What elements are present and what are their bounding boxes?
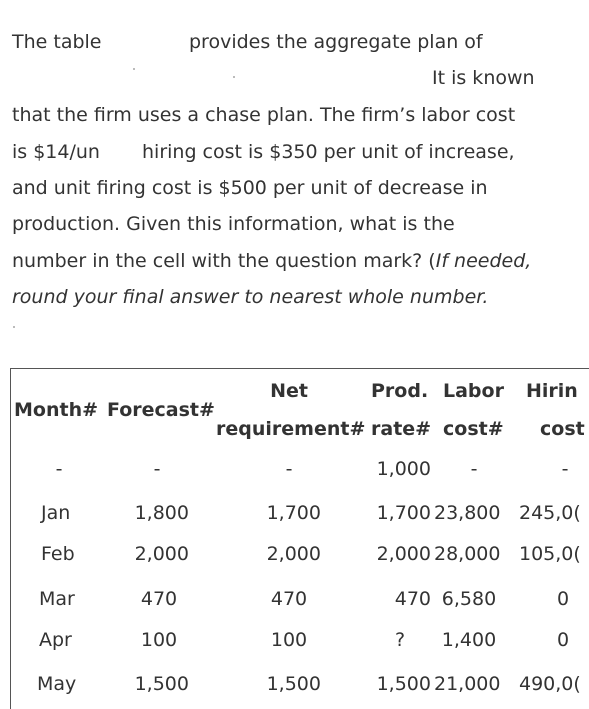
cell-labor: 23,800: [434, 502, 501, 524]
cell-labor: -: [470, 458, 478, 480]
cell-net: 1,500: [266, 673, 321, 695]
question-text-1b: provides the aggregate plan of: [189, 31, 483, 53]
question-text-6: production. Given this information, what is the: [12, 213, 455, 235]
cell-hiring: -: [561, 458, 569, 480]
header-labor-bottom: cost#: [443, 418, 504, 440]
redaction-dot: [13, 326, 15, 328]
header-prod-bottom: rate#: [371, 418, 432, 440]
question-text-1a: The table: [12, 31, 102, 53]
cell-month: Apr: [39, 629, 72, 651]
cell-net: 100: [270, 629, 308, 651]
cell-labor: 28,000: [434, 543, 501, 565]
cell-prod: 1,500: [376, 673, 431, 695]
cell-forecast: 100: [140, 629, 178, 651]
cell-month: Mar: [39, 588, 75, 610]
cell-month: -: [55, 458, 63, 480]
cell-prod: 1,000: [376, 458, 431, 480]
header-month: Month#: [14, 399, 99, 421]
header-net-bottom: requirement#: [216, 418, 366, 440]
question-text-7a: number in the cell with the question mark? (: [12, 250, 436, 272]
redaction-dot: [133, 68, 135, 70]
cell-month: Feb: [41, 543, 75, 565]
redaction-dot: [233, 76, 235, 78]
cell-month: Jan: [41, 502, 71, 524]
header-prod-top: Prod.: [371, 380, 429, 402]
aggregate-plan-table: [10, 368, 589, 709]
cell-net: 2,000: [266, 543, 321, 565]
cell-labor: 1,400: [441, 629, 497, 651]
header-forecast: Forecast#: [107, 399, 215, 421]
header-net-top: Net: [270, 380, 308, 402]
cell-forecast: 1,500: [134, 673, 189, 695]
cell-month: May: [37, 673, 77, 695]
cell-prod-question-mark: ?: [394, 629, 406, 651]
cell-forecast: 470: [140, 588, 178, 610]
cell-hiring: 490,0(: [519, 673, 581, 695]
question-text-4a: is $14/un: [12, 141, 100, 163]
cell-hiring: 105,0(: [519, 543, 581, 565]
cell-forecast: -: [153, 458, 161, 480]
question-text-4b: hiring cost is $350 per unit of increase,: [142, 141, 515, 163]
cell-labor: 21,000: [434, 673, 501, 695]
question-text-8: round your final answer to nearest whole number.: [12, 286, 489, 308]
cell-forecast: 1,800: [134, 502, 189, 524]
cell-labor: 6,580: [441, 588, 497, 610]
cell-forecast: 2,000: [134, 543, 189, 565]
cell-prod: 2,000: [376, 543, 431, 565]
header-labor-top: Labor: [443, 380, 504, 402]
cell-net: 1,700: [266, 502, 321, 524]
question-text-5: and unit firing cost is $500 per unit of decrease in: [12, 177, 488, 199]
cell-net: -: [285, 458, 293, 480]
question-text-7: [12, 249, 531, 273]
question-text-7b: If needed,: [435, 250, 532, 272]
cell-hiring: 0: [556, 588, 570, 610]
cell-prod: 470: [394, 588, 431, 610]
cell-hiring: 0: [556, 629, 570, 651]
question-text-3: that the firm uses a chase plan. The firm’s labor cost: [12, 104, 516, 126]
cell-hiring: 245,0(: [519, 502, 581, 524]
question-text-2: It is known: [432, 67, 535, 89]
header-hiring-top: Hirin: [526, 380, 578, 402]
header-hiring-bottom: cost: [540, 418, 585, 440]
cell-net: 470: [270, 588, 308, 610]
cell-prod: 1,700: [376, 502, 431, 524]
